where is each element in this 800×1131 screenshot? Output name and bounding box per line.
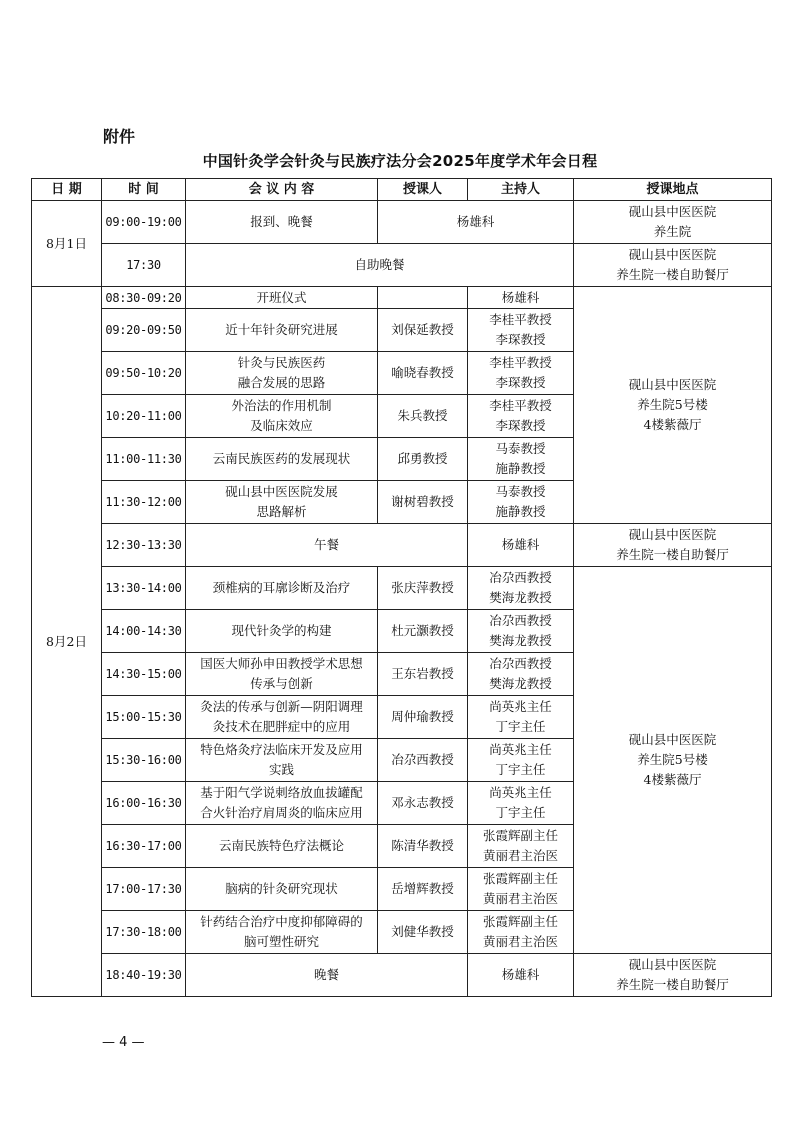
host-cell [468,911,574,954]
date-cell: 8月2日 [32,287,102,997]
lecturer-cell: 喻晓春教授 [378,352,468,395]
lecturer-cell: 邓永志教授 [378,782,468,825]
time-cell: 15:00-15:30 [102,696,186,739]
content-line: 云南民族特色疗法概论 [218,838,344,853]
content-cell [186,911,378,954]
host-line: 马泰教授 [495,441,546,456]
lecturer-cell: 周仲瑜教授 [378,696,468,739]
lecturer-cell: 刘保延教授 [378,309,468,352]
location-line: 养生院5号楼 [637,397,708,412]
location-line: 砚山县中医医院 [628,732,717,747]
host-line: 冶尕西教授 [489,570,552,585]
lecturer-cell: 岳增辉教授 [378,868,468,911]
host-line: 尚英兆主任 [489,785,552,800]
table-row [32,244,772,287]
header-date: 日 期 [32,179,102,201]
host-line: 黄丽君主治医 [482,934,558,949]
location-line: 砚山县中医医院 [628,377,717,392]
lecturer-cell: 谢树碧教授 [378,481,468,524]
location-line: 养生院5号楼 [637,752,708,767]
host-line: 李琛教授 [495,375,546,390]
host-line: 樊海龙教授 [489,676,552,691]
content-line: 脑可塑性研究 [243,934,319,949]
content-line: 国医大师孙申田教授学术思想 [200,656,363,671]
content-cell [186,309,378,352]
header-time: 时 间 [102,179,186,201]
time-cell: 09:50-10:20 [102,352,186,395]
lecturer-cell [378,287,468,309]
location-line: 砚山县中医医院 [628,957,717,972]
time-cell: 11:00-11:30 [102,438,186,481]
location-cell [574,201,772,244]
table-row [32,524,772,567]
schedule-table [31,178,772,997]
host-cell [468,438,574,481]
content-cell: 报到、晚餐 [186,201,378,244]
host-cell: 杨雄科 [468,524,574,567]
time-cell: 18:40-19:30 [102,954,186,997]
location-line: 砚山县中医医院 [628,247,717,262]
content-line: 灸法的传承与创新—阴阳调理 [200,699,363,714]
host-line: 樊海龙教授 [489,590,552,605]
content-cell [186,352,378,395]
content-cell [186,739,378,782]
header-row [32,179,772,201]
host-line: 李琛教授 [495,332,546,347]
location-line: 养生院一楼自助餐厅 [616,547,729,562]
lecturer-cell: 刘健华教授 [378,911,468,954]
content-line: 基于阳气学说刺络放血拔罐配 [200,785,363,800]
time-cell: 09:20-09:50 [102,309,186,352]
host-line: 黄丽君主治医 [482,891,558,906]
header-content: 会 议 内 容 [186,179,378,201]
host-line: 冶尕西教授 [489,656,552,671]
location-line: 4楼紫薇厅 [643,772,702,787]
host-cell [468,395,574,438]
host-line: 黄丽君主治医 [482,848,558,863]
time-cell: 13:30-14:00 [102,567,186,610]
host-cell: 杨雄科 [468,287,574,309]
lecturer-cell: 杜元灏教授 [378,610,468,653]
header-host: 主持人 [468,179,574,201]
content-line: 颈椎病的耳廓诊断及治疗 [212,580,351,595]
host-line: 尚英兆主任 [489,699,552,714]
time-cell: 14:00-14:30 [102,610,186,653]
location-cell [574,524,772,567]
content-cell [186,610,378,653]
time-cell: 17:00-17:30 [102,868,186,911]
content-cell: 午餐 [186,524,468,567]
lecturer-cell: 陈清华教授 [378,825,468,868]
host-cell [468,825,574,868]
content-line: 现代针灸学的构建 [231,623,332,638]
time-cell: 17:30 [102,244,186,287]
content-line: 砚山县中医医院发展 [225,484,338,499]
content-line: 针药结合治疗中度抑郁障碍的 [200,914,363,929]
host-cell [468,352,574,395]
time-cell: 16:00-16:30 [102,782,186,825]
host-cell [468,481,574,524]
time-cell: 16:30-17:00 [102,825,186,868]
location-cell [574,567,772,954]
host-line: 施静教授 [495,504,546,519]
table-row [32,567,772,610]
page-number: — 4 — [102,1035,145,1050]
location-line: 砚山县中医医院 [628,527,717,542]
content-line: 合火针治疗肩周炎的临床应用 [200,805,363,820]
time-cell: 10:20-11:00 [102,395,186,438]
time-cell: 15:30-16:00 [102,739,186,782]
content-cell [186,868,378,911]
time-cell: 17:30-18:00 [102,911,186,954]
host-cell: 杨雄科 [468,954,574,997]
host-cell [468,653,574,696]
time-cell: 08:30-09:20 [102,287,186,309]
date-cell: 8月1日 [32,201,102,287]
time-cell: 11:30-12:00 [102,481,186,524]
host-line: 李琛教授 [495,418,546,433]
lecturer-cell: 王东岩教授 [378,653,468,696]
host-line: 尚英兆主任 [489,742,552,757]
table-row [32,201,772,244]
header-lecturer: 授课人 [378,179,468,201]
time-cell: 09:00-19:00 [102,201,186,244]
content-line: 思路解析 [256,504,307,519]
content-line: 融合发展的思路 [237,375,326,390]
host-cell [468,567,574,610]
content-cell [186,782,378,825]
lecturer-cell: 朱兵教授 [378,395,468,438]
location-line: 养生院一楼自助餐厅 [616,977,729,992]
content-cell [186,653,378,696]
location-line: 养生院一楼自助餐厅 [616,267,729,282]
host-cell [468,610,574,653]
content-cell [186,395,378,438]
content-line: 云南民族医药的发展现状 [212,451,351,466]
host-cell [468,309,574,352]
content-line: 及临床效应 [250,418,313,433]
lecturer-cell: 冶尕西教授 [378,739,468,782]
content-line: 实践 [268,762,294,777]
location-line: 4楼紫薇厅 [643,417,702,432]
host-cell [468,739,574,782]
location-cell [574,244,772,287]
lecturer-cell: 张庆萍教授 [378,567,468,610]
host-cell [468,868,574,911]
host-line: 丁宇主任 [495,805,546,820]
content-line: 针灸与民族医药 [237,355,326,370]
table-row [32,954,772,997]
attachment-label: 附件 [103,127,136,146]
document-title: 中国针灸学会针灸与民族疗法分会2025年度学术年会日程 [202,152,598,170]
host-line: 李桂平教授 [489,355,552,370]
host-line: 张霞辉副主任 [482,914,558,929]
content-line: 近十年针灸研究进展 [225,322,338,337]
host-line: 樊海龙教授 [489,633,552,648]
time-cell: 12:30-13:30 [102,524,186,567]
host-line: 马泰教授 [495,484,546,499]
content-line: 脑病的针灸研究现状 [225,881,338,896]
host-line: 施静教授 [495,461,546,476]
header-location: 授课地点 [574,179,772,201]
content-cell [186,438,378,481]
location-cell [574,287,772,524]
content-cell: 自助晚餐 [186,244,574,287]
host-line: 丁宇主任 [495,719,546,734]
content-cell [186,567,378,610]
content-line: 特色烙灸疗法临床开发及应用 [200,742,363,757]
lecturer-cell: 邱勇教授 [378,438,468,481]
content-cell [186,825,378,868]
content-cell: 晚餐 [186,954,468,997]
host-cell: 杨雄科 [378,201,574,244]
host-line: 冶尕西教授 [489,613,552,628]
location-line: 养生院 [653,224,692,239]
host-line: 李桂平教授 [489,398,552,413]
content-cell [186,481,378,524]
content-cell: 开班仪式 [186,287,378,309]
location-cell [574,954,772,997]
content-line: 传承与创新 [250,676,313,691]
host-line: 李桂平教授 [489,312,552,327]
content-line: 外治法的作用机制 [231,398,332,413]
content-line: 灸技术在肥胖症中的应用 [212,719,351,734]
time-cell: 14:30-15:00 [102,653,186,696]
location-line: 砚山县中医医院 [628,204,717,219]
content-cell [186,696,378,739]
host-cell [468,696,574,739]
host-line: 张霞辉副主任 [482,871,558,886]
host-line: 丁宇主任 [495,762,546,777]
host-line: 张霞辉副主任 [482,828,558,843]
table-row [32,287,772,309]
host-cell [468,782,574,825]
